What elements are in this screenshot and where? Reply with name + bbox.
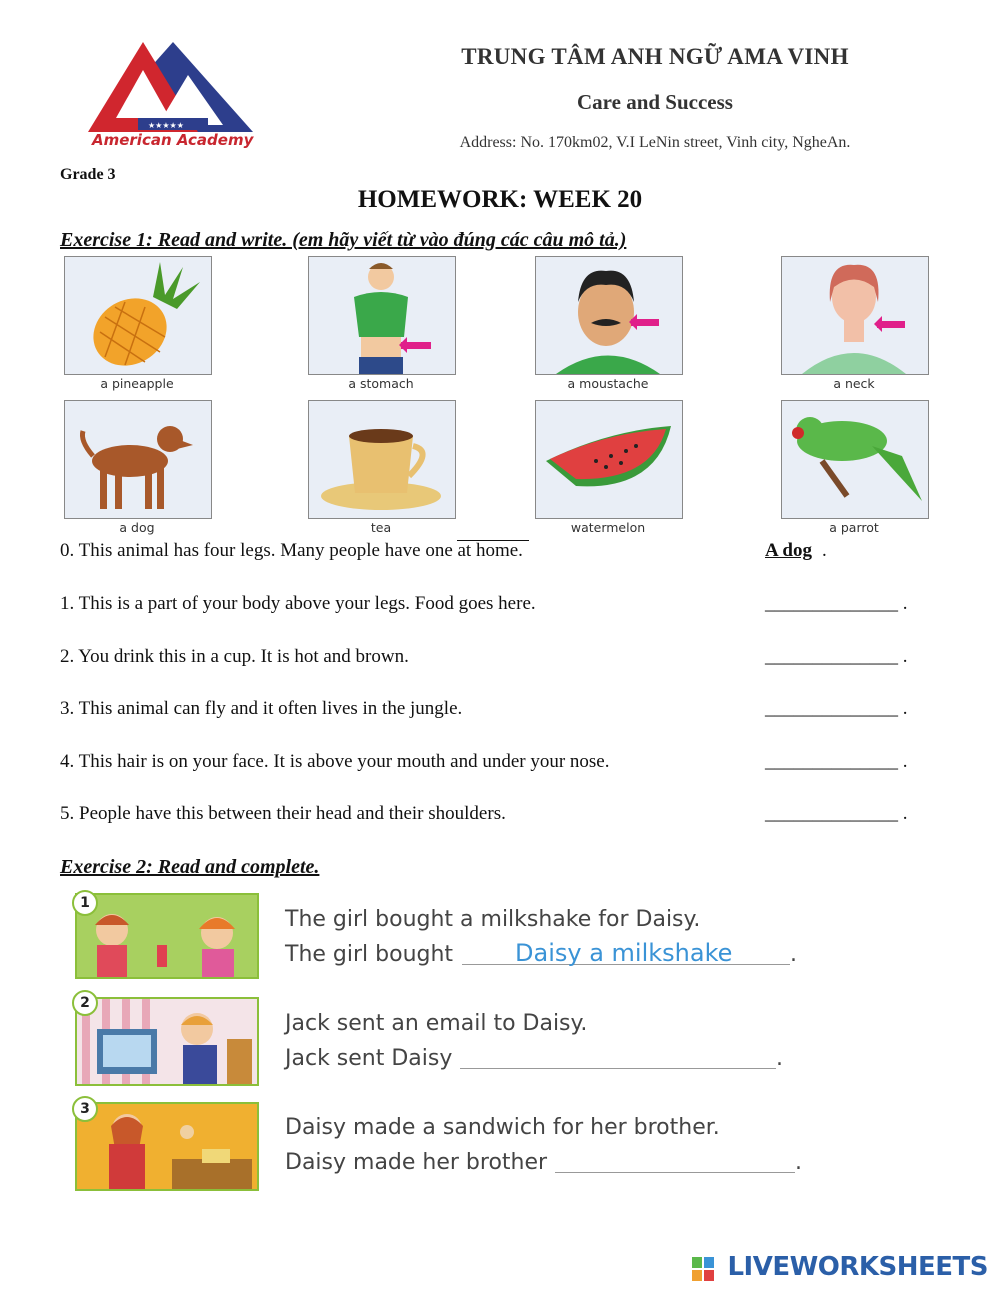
- dog-image: [64, 400, 212, 519]
- watermelon-image: [535, 400, 683, 519]
- liveworksheets-icon: [692, 1257, 714, 1281]
- caption-dog: a dog: [119, 520, 155, 535]
- tea-image: [308, 400, 456, 519]
- item-2-sentence: Jack sent an email to Daisy.: [285, 1011, 588, 1036]
- svg-text:★★★★★: ★★★★★: [148, 121, 184, 130]
- address: Address: No. 170km02, V.I LeNin street, Vinh city, NgheAn.: [459, 134, 851, 151]
- center-name: TRUNG TÂM ANH NGỮ AMA VINH: [461, 44, 849, 69]
- item-3-answer-line[interactable]: [555, 1172, 795, 1173]
- exercise2-title: Exercise 2: Read and complete.: [60, 856, 320, 878]
- item-3-prompt: Daisy made her brother: [285, 1150, 548, 1175]
- item-number-2: 2: [72, 990, 98, 1016]
- answer-blank-1[interactable]: ______________ .: [765, 593, 908, 614]
- item-number-3: 3: [72, 1096, 98, 1122]
- page-title: HOMEWORK: WEEK 20: [357, 186, 643, 213]
- caption-watermelon: watermelon: [570, 520, 646, 535]
- question-3: 3. This animal can fly and it often lives in the jungle.: [60, 698, 463, 719]
- neck-image: [781, 256, 929, 375]
- example-answer: A dog: [765, 540, 812, 561]
- exercise2-picture-2: [75, 997, 259, 1086]
- item-1-answer[interactable]: Daisy a milkshake: [515, 939, 733, 967]
- caption-pineapple: a pineapple: [100, 376, 174, 391]
- logo-text: American Academy: [92, 131, 254, 149]
- question-5: 5. People have this between their head and their shoulders.: [60, 803, 506, 824]
- example-question: 0. This animal has four legs. Many people have one at home.: [60, 540, 523, 561]
- answer-blank-3[interactable]: ______________ .: [765, 698, 908, 719]
- item-2-answer-line[interactable]: [460, 1068, 776, 1069]
- caption-tea: tea: [370, 520, 392, 535]
- answer-blank-4[interactable]: ______________ .: [765, 751, 908, 772]
- question-2: 2. You drink this in a cup. It is hot and brown.: [60, 646, 409, 667]
- item-1-period: .: [790, 942, 797, 967]
- exercise1-title: Exercise 1: Read and write. (em hãy viết từ vào đúng các câu mô tả.): [60, 229, 627, 251]
- question-4: 4. This hair is on your face. It is above your mouth and under your nose.: [60, 751, 610, 772]
- answer-blank-5[interactable]: ______________ .: [765, 803, 908, 824]
- grade-label: Grade 3: [60, 166, 116, 183]
- caption-neck: a neck: [833, 376, 875, 391]
- item-1-prompt: The girl bought: [285, 942, 454, 967]
- example-answer-period: .: [822, 540, 827, 561]
- caption-stomach: a stomach: [348, 376, 414, 391]
- item-3-sentence: Daisy made a sandwich for her brother.: [285, 1115, 720, 1140]
- slogan: Care and Success: [577, 90, 733, 114]
- liveworksheets-brand[interactable]: LIVEWORKSHEETS: [727, 1252, 988, 1282]
- caption-moustache: a moustache: [567, 376, 649, 391]
- item-2-period: .: [776, 1046, 783, 1071]
- caption-parrot: a parrot: [829, 520, 879, 535]
- exercise2-picture-3: [75, 1102, 259, 1191]
- item-number-1: 1: [72, 890, 98, 916]
- question-1: 1. This is a part of your body above your legs. Food goes here.: [60, 593, 536, 614]
- answer-blank-2[interactable]: ______________ .: [765, 646, 908, 667]
- pineapple-image: [64, 256, 212, 375]
- parrot-image: [781, 400, 929, 519]
- stomach-image: [308, 256, 456, 375]
- item-1-sentence: The girl bought a milkshake for Daisy.: [285, 907, 701, 932]
- item-2-prompt: Jack sent Daisy: [285, 1046, 453, 1071]
- item-3-period: .: [795, 1150, 802, 1175]
- moustache-image: [535, 256, 683, 375]
- exercise2-picture-1: [75, 893, 259, 979]
